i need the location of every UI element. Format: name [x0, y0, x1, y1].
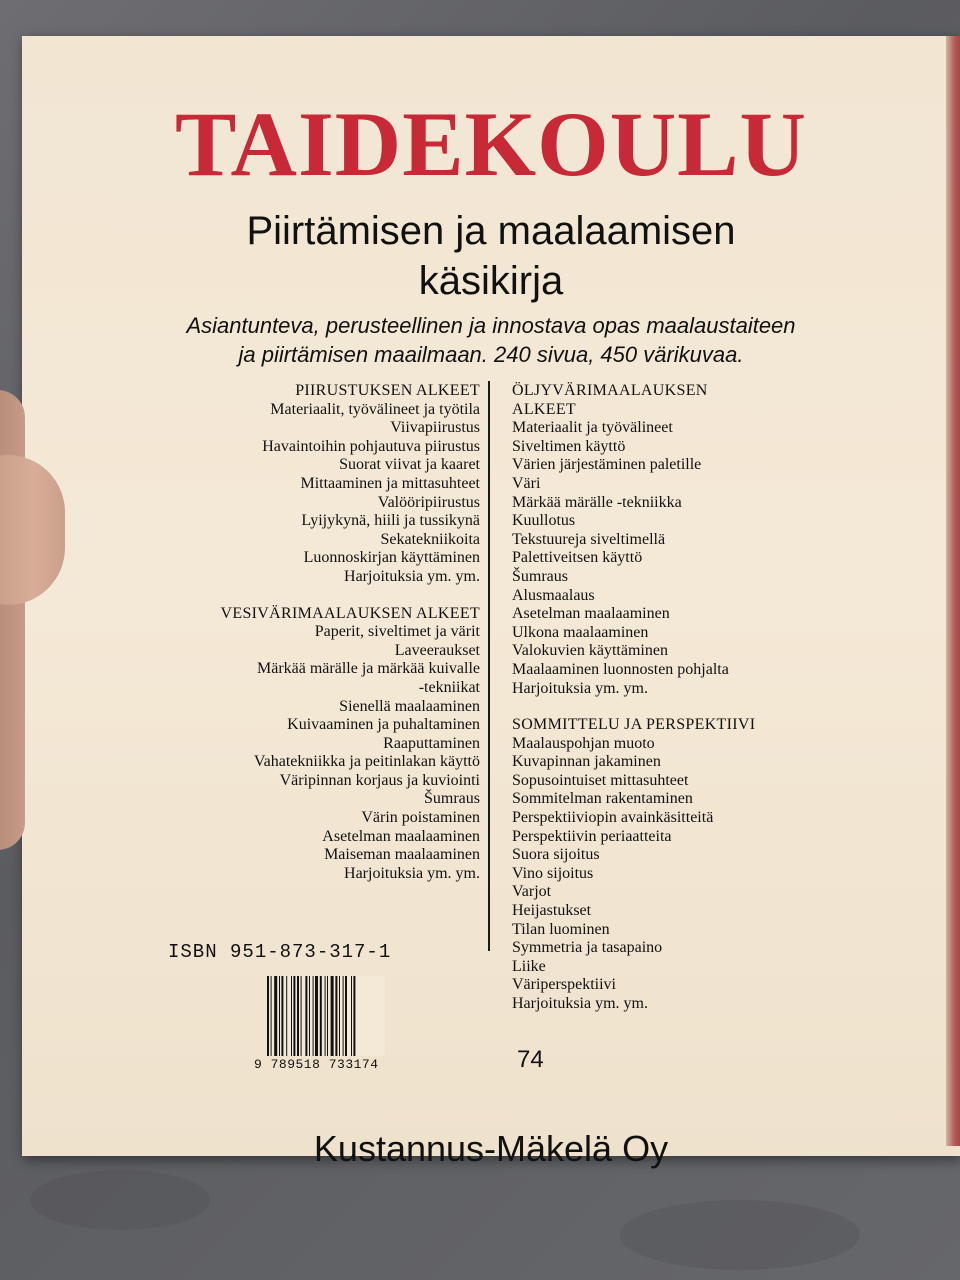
barcode-bar	[305, 976, 307, 1056]
contents-item: Kuvapinnan jakaminen	[512, 753, 661, 771]
contents-item: Mittaaminen ja mittasuhteet	[300, 474, 480, 492]
contents-item: -tekniikat	[418, 678, 480, 696]
contents-item: Sekatekniikoita	[380, 530, 480, 548]
contents-item: Ulkona maalaaminen	[512, 623, 649, 641]
contents-left-column	[221, 382, 480, 883]
contents-item: Harjoituksia ym. ym.	[512, 679, 648, 697]
contents-item: Kuullotus	[512, 512, 576, 530]
price-code: 74	[517, 1046, 544, 1073]
barcode-bar	[345, 976, 347, 1056]
contents-item: Värien järjestäminen paletille	[512, 456, 702, 474]
contents-item: Tilan luominen	[512, 920, 610, 938]
contents-item: Perspektiivin periaatteita	[512, 827, 672, 845]
contents-item: Raaputtaminen	[383, 734, 480, 752]
contents-item: Suora sijoitus	[512, 846, 600, 864]
contents-item: Šumraus	[424, 790, 480, 808]
book-back-cover	[22, 36, 960, 1169]
section-heading: ALKEET	[512, 400, 577, 418]
contents-item: Harjoituksia ym. ym.	[512, 995, 648, 1012]
contents-item: Laveeraukset	[394, 641, 480, 659]
contents-item: Harjoituksia ym. ym.	[344, 864, 480, 882]
barcode-bar	[309, 976, 310, 1056]
carpet-shadow	[620, 1200, 860, 1270]
contents-item: Lyijykynä, hiili ja tussikynä	[301, 512, 480, 530]
contents-item: Siveltimen käyttö	[512, 437, 626, 455]
subtitle-line: käsikirja	[418, 259, 564, 303]
book-spine-edge	[946, 36, 960, 1146]
barcode-bar	[313, 976, 314, 1056]
barcode-bar	[327, 976, 328, 1056]
contents-item: Valööripiirustus	[377, 493, 480, 511]
contents-item: Märkää märälle -tekniikka	[512, 493, 682, 511]
barcode-bar	[291, 976, 292, 1056]
contents-item: Alusmaalaus	[512, 586, 595, 604]
barcode-bar	[339, 976, 340, 1056]
book-title: TAIDEKOULU	[175, 93, 807, 195]
carpet-shadow	[30, 1170, 210, 1230]
column-divider	[488, 381, 490, 951]
contents-item: Materiaalit, työvälineet ja työtila	[270, 400, 480, 418]
contents-item: Liike	[512, 957, 546, 975]
barcode-bar	[281, 976, 283, 1056]
barcode-bar	[315, 976, 318, 1056]
barcode-bar	[331, 976, 334, 1056]
barcode-bar	[351, 976, 352, 1056]
contents-item: Kuivaaminen ja puhaltaminen	[287, 716, 480, 734]
barcode-bar	[335, 976, 337, 1056]
contents-item: Värin poistaminen	[361, 809, 480, 827]
contents-item: Havaintoihin pohjautuva piirustus	[262, 437, 480, 455]
barcode-bar	[293, 976, 295, 1056]
contents-item: Perspektiiviopin avainkäsitteitä	[512, 809, 714, 827]
barcode-number: 9 789518 733174	[254, 1057, 379, 1072]
barcode-bar	[301, 976, 302, 1056]
subtitle-line: Piirtämisen ja maalaamisen	[246, 209, 736, 253]
contents-item: Paperit, siveltimet ja värit	[314, 623, 480, 641]
isbn-text: ISBN 951-873-317-1	[168, 941, 392, 963]
contents-item: Vahatekniikka ja peitinlakan käyttö	[253, 753, 480, 771]
contents-item: Materiaalit ja työvälineet	[512, 419, 673, 437]
section-heading: ÖLJYVÄRIMAALAUKSEN	[512, 382, 708, 399]
contents-item: Luonnoskirjan käyttäminen	[303, 549, 480, 567]
contents-item: Suorat viivat ja kaaret	[339, 456, 480, 474]
barcode-bar	[325, 976, 326, 1056]
barcode-bar	[353, 976, 355, 1056]
contents-item: Šumraus	[512, 567, 568, 585]
contents-item: Maiseman maalaaminen	[324, 846, 480, 864]
section-heading: PIIRUSTUKSEN ALKEET	[295, 382, 480, 399]
contents-item: Valokuvien käyttäminen	[512, 642, 668, 660]
section-items	[221, 401, 480, 587]
section-heading: VESIVÄRIMAALAUKSEN ALKEET	[220, 604, 480, 622]
barcode-bar	[297, 976, 299, 1056]
contents-item: Harjoituksia ym. ym.	[344, 567, 480, 585]
section-items	[512, 419, 755, 698]
contents-item: Sienellä maalaaminen	[339, 697, 480, 715]
contents-item: Tekstuureja siveltimellä	[512, 530, 666, 548]
barcode-bar	[343, 976, 344, 1056]
contents-item: Maalaaminen luonnosten pohjalta	[512, 660, 729, 678]
contents-item: Varjot	[512, 883, 552, 901]
contents-item: Viivapiirustus	[390, 419, 480, 437]
contents-right-column	[512, 382, 755, 1014]
publisher-name: Kustannus-Mäkelä Oy	[313, 1128, 669, 1169]
contents-item: Vino sijoitus	[512, 864, 594, 882]
barcode-bar	[320, 976, 322, 1056]
barcode-bar	[279, 976, 280, 1056]
book-tagline	[22, 311, 960, 369]
contents-item: Väriperspektiivi	[512, 976, 616, 994]
contents-item: Väri	[512, 474, 541, 492]
section-heading: SOMMITTELU JA PERSPEKTIIVI	[512, 716, 756, 734]
contents-item: Heijastukset	[512, 902, 592, 920]
barcode-bar	[271, 976, 272, 1056]
barcode-image	[267, 976, 385, 1056]
barcode-bar	[274, 976, 277, 1056]
contents-item: Sopusointuiset mittasuhteet	[512, 771, 689, 789]
contents-item: Symmetria ja tasapaino	[512, 939, 663, 957]
contents-item: Maalauspohjan muoto	[512, 734, 655, 752]
contents-item: Asetelman maalaaminen	[512, 605, 670, 623]
tagline-line: Asiantunteva, perusteellinen ja innostava opas maalaustaiteen	[186, 313, 796, 338]
section-items	[221, 623, 480, 883]
contents-item: Väripinnan korjaus ja kuviointi	[279, 771, 480, 789]
contents-item: Sommitelman rakentaminen	[512, 790, 693, 808]
contents-item: Palettiveitsen käyttö	[512, 549, 643, 567]
book-subtitle	[22, 206, 960, 306]
barcode-bar	[267, 976, 269, 1056]
tagline-line: ja piirtämisen maailmaan. 240 sivua, 450 värikuvaa.	[238, 342, 744, 367]
barcode-bar	[286, 976, 287, 1056]
contents-item: Märkää märälle ja märkää kuivalle	[257, 660, 480, 678]
section-items	[512, 735, 755, 1014]
contents-item: Asetelman maalaaminen	[322, 827, 480, 845]
